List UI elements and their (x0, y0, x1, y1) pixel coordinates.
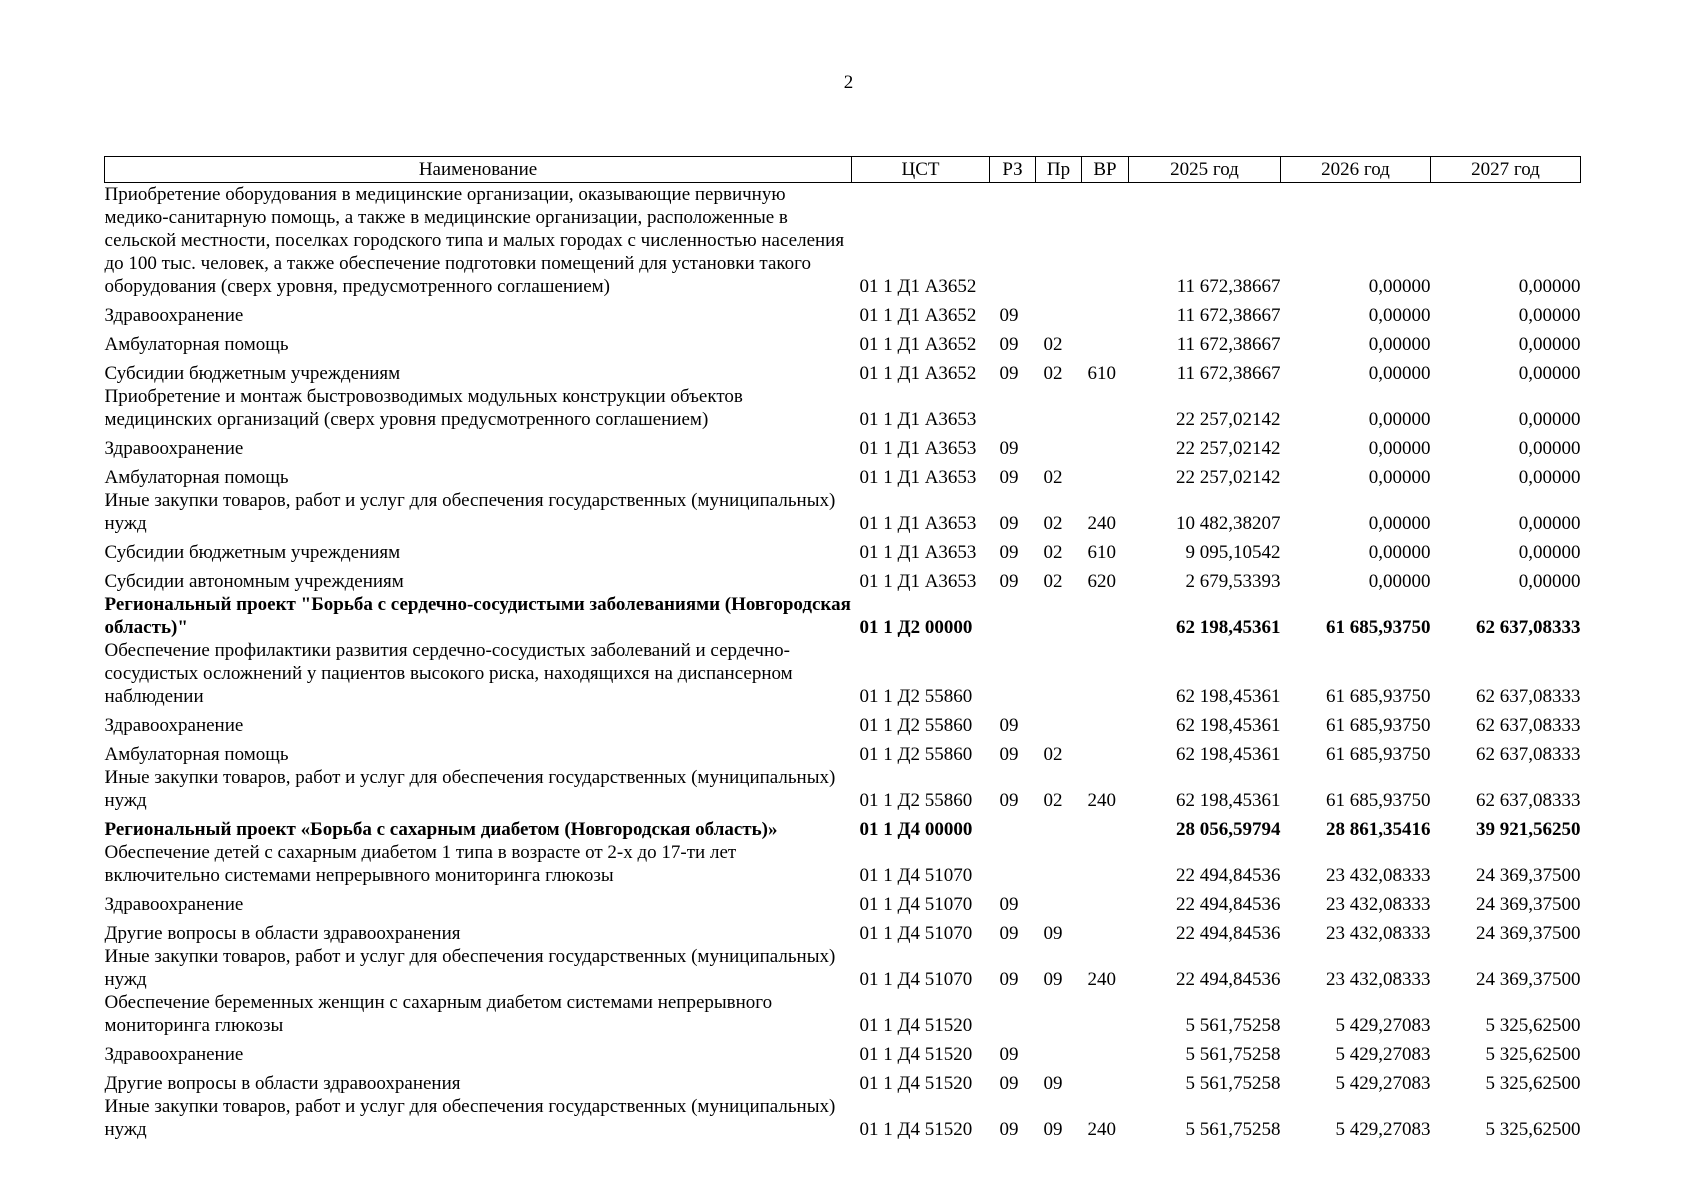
table-row (105, 737, 1581, 766)
cell-name: Амбулаторная помощь (104, 744, 289, 765)
cell-vr (1082, 431, 1129, 460)
cell-2026: 5 429,27083 (1335, 1044, 1431, 1065)
cell-cst: 01 1 Д1 А3652 (859, 276, 977, 297)
table-row (105, 535, 1581, 564)
cell-2026: 5 429,27083 (1335, 1119, 1431, 1140)
cell-2025: 62 198,45361 (1176, 617, 1281, 638)
cell-2025: 11 672,38667 (1176, 305, 1281, 326)
cell-2025: 62 198,45361 (1176, 715, 1281, 736)
cell-rz (990, 991, 1036, 1037)
cell-pr (1036, 1037, 1082, 1066)
cell-pr (1036, 991, 1082, 1037)
cell-2025: 9 095,10542 (1185, 542, 1281, 563)
table-row (105, 945, 1581, 991)
cell-2026: 0,00000 (1368, 305, 1431, 326)
cell-2025: 22 257,02142 (1176, 467, 1281, 488)
cell-name: Субсидии бюджетным учреждениям (104, 363, 401, 384)
cell-2026: 0,00000 (1368, 467, 1431, 488)
cell-name: Другие вопросы в области здравоохранения (104, 1073, 461, 1094)
cell-2026: 0,00000 (1368, 571, 1431, 592)
cell-2027: 24 369,37500 (1476, 894, 1581, 915)
cell-cst: 01 1 Д4 51070 (859, 969, 973, 990)
cell-name: Здравоохранение (104, 438, 244, 459)
cell-pr (1036, 593, 1082, 639)
table-body (105, 183, 1581, 1142)
cell-rz: 09 (999, 1044, 1019, 1065)
cell-vr (1082, 737, 1129, 766)
cell-2027: 24 369,37500 (1476, 923, 1581, 944)
cell-pr: 02 (1043, 467, 1063, 488)
cell-vr (1082, 991, 1129, 1037)
cell-2027: 5 325,62500 (1485, 1015, 1581, 1036)
cell-vr: 610 (1087, 363, 1116, 384)
cell-vr (1082, 887, 1129, 916)
cell-rz: 09 (999, 790, 1019, 811)
cell-cst: 01 1 Д1 А3653 (859, 409, 977, 430)
cell-2027: 24 369,37500 (1476, 865, 1581, 886)
cell-cst: 01 1 Д1 А3652 (859, 334, 977, 355)
cell-pr: 02 (1043, 542, 1063, 563)
cell-cst: 01 1 Д1 А3653 (859, 513, 977, 534)
cell-2026: 0,00000 (1368, 276, 1431, 297)
cell-cst: 01 1 Д1 А3652 (859, 363, 977, 384)
cell-rz (990, 385, 1036, 431)
cell-2025: 22 494,84536 (1176, 969, 1281, 990)
cell-2026: 5 429,27083 (1335, 1015, 1431, 1036)
cell-cst: 01 1 Д4 51070 (859, 923, 973, 944)
cell-cst: 01 1 Д4 00000 (859, 819, 973, 840)
cell-2027: 0,00000 (1518, 409, 1581, 430)
cell-pr (1036, 183, 1082, 299)
cell-pr (1036, 385, 1082, 431)
cell-rz: 09 (999, 334, 1019, 355)
table-row (105, 356, 1581, 385)
cell-rz (990, 639, 1036, 708)
cell-name: Региональный проект "Борьба с сердечно-сосудистыми заболеваниями (Новгородская область)" (104, 594, 851, 638)
cell-rz: 09 (999, 467, 1019, 488)
cell-rz: 09 (999, 305, 1019, 326)
cell-name: Здравоохранение (104, 1044, 244, 1065)
table-row (105, 564, 1581, 593)
cell-2026: 0,00000 (1368, 334, 1431, 355)
cell-2025: 11 672,38667 (1176, 363, 1281, 384)
cell-vr (1082, 812, 1129, 841)
cell-2026: 0,00000 (1368, 363, 1431, 384)
cell-2026: 61 685,93750 (1326, 686, 1431, 707)
table-row (105, 327, 1581, 356)
cell-name: Субсидии автономным учреждениям (104, 571, 404, 592)
cell-cst: 01 1 Д1 А3653 (859, 467, 977, 488)
cell-rz (990, 593, 1036, 639)
header-cst: ЦСТ (852, 157, 990, 183)
cell-cst: 01 1 Д4 51070 (859, 894, 973, 915)
table-row (105, 489, 1581, 535)
cell-vr (1082, 327, 1129, 356)
cell-2025: 5 561,75258 (1185, 1015, 1281, 1036)
table-row (105, 183, 1581, 299)
cell-2026: 23 432,08333 (1326, 865, 1431, 886)
cell-2025: 11 672,38667 (1176, 334, 1281, 355)
cell-pr: 02 (1043, 334, 1063, 355)
cell-name: Другие вопросы в области здравоохранения (104, 923, 461, 944)
cell-2027: 0,00000 (1518, 438, 1581, 459)
header-pr: Пр (1036, 157, 1082, 183)
cell-2026: 0,00000 (1368, 409, 1431, 430)
cell-name: Приобретение оборудования в медицинские организации, оказывающие первичную медико-санитарную помощь, а также в медицинские организации, расположенные в сельской местности, поселках городского типа и малых городах с численностью населения до 100 тыс. человек, а также обеспечение подготовки помещений для установки такого оборудования (сверх уровня, предусмотренного соглашением) (104, 184, 845, 297)
budget-table (104, 156, 1581, 1141)
cell-2027: 0,00000 (1518, 305, 1581, 326)
cell-vr (1082, 385, 1129, 431)
cell-rz: 09 (999, 438, 1019, 459)
cell-2026: 61 685,93750 (1326, 744, 1431, 765)
cell-vr (1082, 460, 1129, 489)
cell-cst: 01 1 Д4 51520 (859, 1119, 973, 1140)
cell-rz: 09 (999, 744, 1019, 765)
cell-2025: 2 679,53393 (1185, 571, 1281, 592)
cell-2026: 23 432,08333 (1326, 894, 1431, 915)
cell-2025: 62 198,45361 (1176, 790, 1281, 811)
cell-2026: 0,00000 (1368, 513, 1431, 534)
cell-2026: 0,00000 (1368, 542, 1431, 563)
table-row (105, 1037, 1581, 1066)
cell-vr (1082, 183, 1129, 299)
cell-vr (1082, 708, 1129, 737)
cell-vr (1082, 841, 1129, 887)
header-rz: РЗ (990, 157, 1036, 183)
table-row (105, 766, 1581, 812)
cell-pr: 02 (1043, 363, 1063, 384)
table-row (105, 916, 1581, 945)
header-vr: ВР (1082, 157, 1129, 183)
table-row (105, 887, 1581, 916)
cell-name: Субсидии бюджетным учреждениям (104, 542, 401, 563)
cell-2027: 62 637,08333 (1476, 617, 1581, 638)
cell-2026: 23 432,08333 (1326, 969, 1431, 990)
cell-2025: 22 494,84536 (1176, 923, 1281, 944)
cell-2027: 0,00000 (1518, 542, 1581, 563)
cell-pr: 09 (1043, 1073, 1063, 1094)
cell-pr (1036, 887, 1082, 916)
cell-2025: 22 257,02142 (1176, 409, 1281, 430)
cell-name: Иные закупки товаров, работ и услуг для обеспечения государственных (муниципальных) нужд (104, 946, 836, 990)
cell-pr (1036, 708, 1082, 737)
cell-cst: 01 1 Д2 55860 (859, 790, 973, 811)
cell-vr (1082, 1066, 1129, 1095)
cell-2025: 22 257,02142 (1176, 438, 1281, 459)
cell-cst: 01 1 Д2 55860 (859, 686, 973, 707)
cell-2025: 10 482,38207 (1176, 513, 1281, 534)
cell-cst: 01 1 Д4 51520 (859, 1073, 973, 1094)
cell-vr: 620 (1087, 571, 1116, 592)
cell-pr: 02 (1043, 790, 1063, 811)
cell-pr: 09 (1043, 969, 1063, 990)
cell-cst: 01 1 Д1 А3653 (859, 438, 977, 459)
cell-rz: 09 (999, 363, 1019, 384)
cell-name: Иные закупки товаров, работ и услуг для обеспечения государственных (муниципальных) нужд (104, 490, 836, 534)
cell-2025: 62 198,45361 (1176, 744, 1281, 765)
cell-cst: 01 1 Д1 А3653 (859, 542, 977, 563)
cell-2026: 23 432,08333 (1326, 923, 1431, 944)
cell-2027: 0,00000 (1518, 363, 1581, 384)
cell-vr (1082, 1037, 1129, 1066)
cell-cst: 01 1 Д1 А3652 (859, 305, 977, 326)
cell-name: Обеспечение детей с сахарным диабетом 1 типа в возрасте от 2-х до 17-ти лет включительно системами непрерывного мониторинга глюкозы (104, 842, 737, 886)
cell-2026: 5 429,27083 (1335, 1073, 1431, 1094)
cell-vr: 240 (1087, 513, 1116, 534)
cell-rz: 09 (999, 715, 1019, 736)
cell-cst: 01 1 Д2 00000 (859, 617, 973, 638)
cell-2027: 5 325,62500 (1485, 1073, 1581, 1094)
header-2025: 2025 год (1129, 157, 1281, 183)
cell-2026: 61 685,93750 (1326, 715, 1431, 736)
cell-name: Здравоохранение (104, 894, 244, 915)
cell-2025: 5 561,75258 (1185, 1044, 1281, 1065)
cell-2025: 5 561,75258 (1185, 1119, 1281, 1140)
table-row (105, 385, 1581, 431)
cell-rz: 09 (999, 969, 1019, 990)
table-row (105, 812, 1581, 841)
cell-cst: 01 1 Д4 51070 (859, 865, 973, 886)
cell-2025: 62 198,45361 (1176, 686, 1281, 707)
cell-pr: 09 (1043, 1119, 1063, 1140)
cell-pr: 09 (1043, 923, 1063, 944)
cell-rz (990, 183, 1036, 299)
cell-vr (1082, 298, 1129, 327)
cell-pr (1036, 812, 1082, 841)
cell-2025: 22 494,84536 (1176, 865, 1281, 886)
cell-vr (1082, 593, 1129, 639)
table-row (105, 431, 1581, 460)
cell-2027: 0,00000 (1518, 571, 1581, 592)
cell-2027: 5 325,62500 (1485, 1044, 1581, 1065)
cell-pr (1036, 298, 1082, 327)
cell-rz: 09 (999, 1073, 1019, 1094)
table-row (105, 841, 1581, 887)
table-row (105, 708, 1581, 737)
cell-2027: 0,00000 (1518, 276, 1581, 297)
cell-rz: 09 (999, 894, 1019, 915)
cell-2027: 62 637,08333 (1476, 715, 1581, 736)
cell-cst: 01 1 Д4 51520 (859, 1015, 973, 1036)
page-number: 2 (843, 72, 854, 93)
cell-name: Амбулаторная помощь (104, 467, 289, 488)
cell-name: Приобретение и монтаж быстровозводимых модульных конструкции объектов медицинских организаций (сверх уровня предусмотренного соглашением) (104, 386, 743, 430)
cell-2025: 5 561,75258 (1185, 1073, 1281, 1094)
cell-rz: 09 (999, 542, 1019, 563)
cell-2027: 5 325,62500 (1485, 1119, 1581, 1140)
cell-name: Иные закупки товаров, работ и услуг для обеспечения государственных (муниципальных) нужд (104, 1096, 836, 1140)
cell-vr: 240 (1087, 790, 1116, 811)
cell-2026: 61 685,93750 (1326, 617, 1431, 638)
header-2026: 2026 год (1281, 157, 1431, 183)
header-2027: 2027 год (1431, 157, 1581, 183)
cell-2027: 0,00000 (1518, 513, 1581, 534)
table-row (105, 1066, 1581, 1095)
cell-vr: 240 (1087, 1119, 1116, 1140)
cell-name: Региональный проект «Борьба с сахарным диабетом (Новгородская область)» (104, 819, 778, 840)
cell-2027: 0,00000 (1518, 467, 1581, 488)
table-row (105, 460, 1581, 489)
cell-rz: 09 (999, 1119, 1019, 1140)
table-row (105, 298, 1581, 327)
cell-2027: 62 637,08333 (1476, 744, 1581, 765)
cell-name: Обеспечение профилактики развития сердечно-сосудистых заболеваний и сердечно-сосудистых осложнений у пациентов высокого риска, находящихся на диспансерном наблюдении (104, 640, 793, 707)
cell-2026: 0,00000 (1368, 438, 1431, 459)
cell-rz: 09 (999, 571, 1019, 592)
cell-2027: 62 637,08333 (1476, 686, 1581, 707)
cell-2027: 62 637,08333 (1476, 790, 1581, 811)
cell-name: Амбулаторная помощь (104, 334, 289, 355)
cell-rz: 09 (999, 513, 1019, 534)
cell-rz (990, 812, 1036, 841)
cell-rz: 09 (999, 923, 1019, 944)
cell-2025: 11 672,38667 (1176, 276, 1281, 297)
cell-pr: 02 (1043, 571, 1063, 592)
cell-2025: 22 494,84536 (1176, 894, 1281, 915)
cell-2027: 39 921,56250 (1476, 819, 1581, 840)
cell-name: Здравоохранение (104, 715, 244, 736)
cell-cst: 01 1 Д1 А3653 (859, 571, 977, 592)
cell-pr (1036, 431, 1082, 460)
cell-vr (1082, 639, 1129, 708)
cell-pr: 02 (1043, 513, 1063, 534)
cell-pr (1036, 639, 1082, 708)
cell-name: Здравоохранение (104, 305, 244, 326)
table-row (105, 593, 1581, 639)
cell-vr: 240 (1087, 969, 1116, 990)
cell-2025: 28 056,59794 (1176, 819, 1281, 840)
table-row (105, 639, 1581, 708)
cell-2026: 61 685,93750 (1326, 790, 1431, 811)
cell-2026: 28 861,35416 (1326, 819, 1431, 840)
cell-cst: 01 1 Д2 55860 (859, 744, 973, 765)
cell-2027: 24 369,37500 (1476, 969, 1581, 990)
cell-rz (990, 841, 1036, 887)
cell-cst: 01 1 Д4 51520 (859, 1044, 973, 1065)
table-row (105, 991, 1581, 1037)
cell-2027: 0,00000 (1518, 334, 1581, 355)
table-row (105, 1095, 1581, 1141)
cell-name: Иные закупки товаров, работ и услуг для обеспечения государственных (муниципальных) нужд (104, 767, 836, 811)
cell-pr (1036, 841, 1082, 887)
cell-vr (1082, 916, 1129, 945)
cell-pr: 02 (1043, 744, 1063, 765)
table-header-row (105, 157, 1581, 183)
cell-vr: 610 (1087, 542, 1116, 563)
cell-cst: 01 1 Д2 55860 (859, 715, 973, 736)
header-name: Наименование (105, 157, 852, 183)
cell-name: Обеспечение беременных женщин с сахарным диабетом системами непрерывного мониторинга глюкозы (104, 992, 773, 1036)
